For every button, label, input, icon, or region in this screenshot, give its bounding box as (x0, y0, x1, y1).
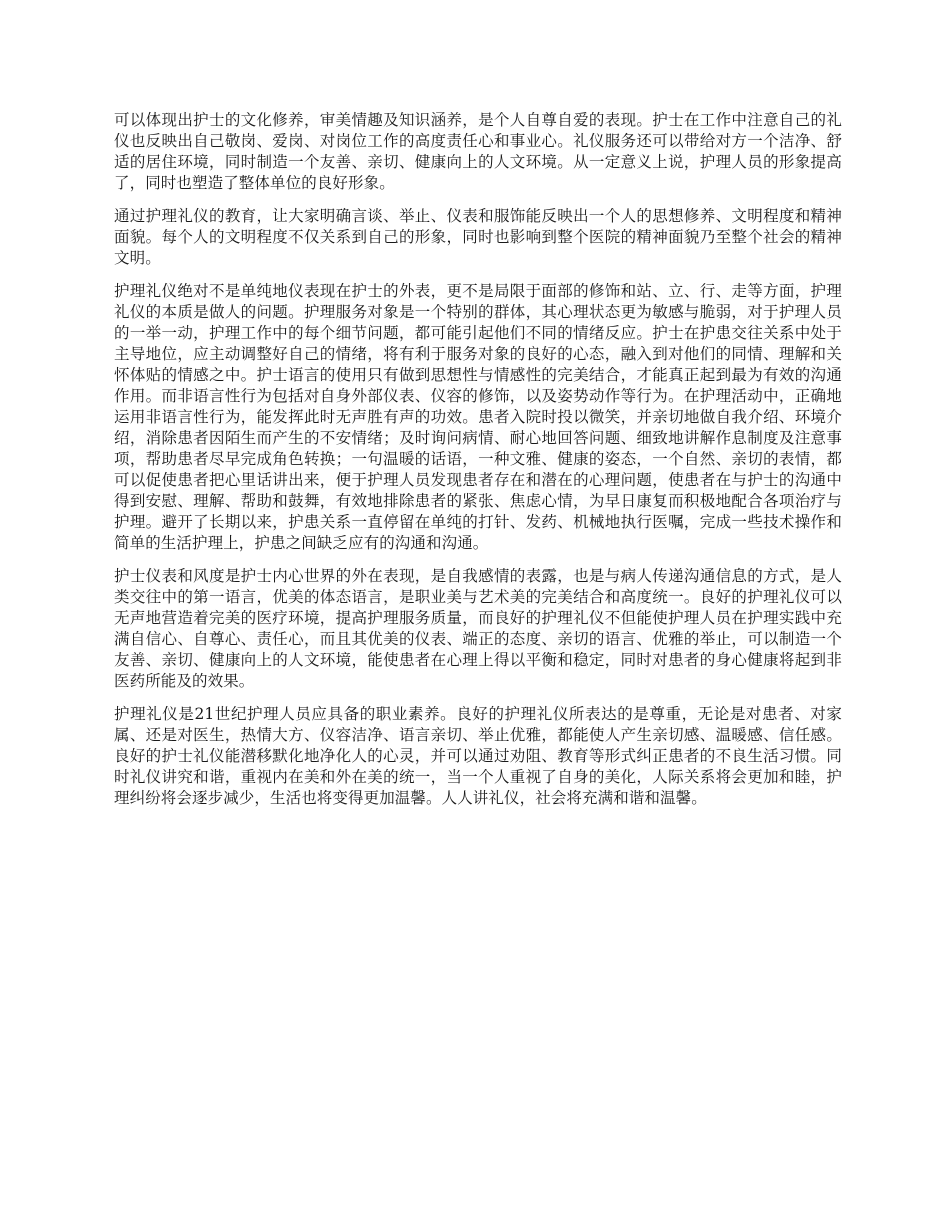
paragraph-5: 护理礼仪是21世纪护理人员应具备的职业素养。良好的护理礼仪所表达的是尊重，无论是对患者、对家属、还是对医生，热情大方、仪容洁净、语言亲切、举止优雅，都能使人产生亲切感、温暖感、信任感。良好的护士礼仪能潜移默化地净化人的心灵，并可以通过劝阻、教育等形式纠正患者的不良生活习惯。同时礼仪讲究和谐，重视内在美和外在美的统一，当一个人重视了自身的美化，人际关系将会更加和睦，护理纠纷将会逐步减少，生活也将变得更加温馨。人人讲礼仪，社会将充满和谐和温馨。 (114, 705, 842, 807)
paragraph-4: 护士仪表和风度是护士内心世界的外在表现，是自我感情的表露，也是与病人传递沟通信息的方式，是人类交往中的第一语言，优美的体态语言，是职业美与艺术美的完美结合和高度统一。良好的护理礼仪可以无声地营造着完美的医疗环境，提高护理服务质量，而良好的护理礼仪不但能使护理人员在护理实践中充满自信心、自尊心、责任心，而且其优美的仪表、端正的态度、亲切的语言、优雅的举止，可以制造一个友善、亲切、健康向上的人文环境，能使患者在心理上得以平衡和稳定，同时对患者的身心健康将起到非医药所能及的效果。 (114, 567, 842, 690)
paragraph-1: 可以体现出护士的文化修养，审美情趣及知识涵养，是个人自尊自爱的表现。护士在工作中注意自己的礼仪也反映出自己敬岗、爱岗、对岗位工作的高度责任心和事业心。礼仪服务还可以带给对方一个洁净、舒适的居住环境，同时制造一个友善、亲切、健康向上的人文环境。从一定意义上说，护理人员的形象提高了，同时也塑造了整体单位的良好形象。 (114, 111, 842, 192)
paragraph-3: 护理礼仪绝对不是单纯地仪表现在护士的外表，更不是局限于面部的修饰和站、立、行、走等方面，护理礼仪的本质是做人的问题。护理服务对象是一个特别的群体，其心理状态更为敏感与脆弱，对于护理人员的一举一动，护理工作中的每个细节问题，都可能引起他们不同的情绪反应。护士在护患交往关系中处于主导地位，应主动调整好自己的情绪，将有利于服务对象的良好的心态，融入到对他们的同情、理解和关怀体贴的情感之中。护士语言的使用只有做到思想性与情感性的完美结合，才能真正起到最为有效的沟通作用。而非语言性行为包括对自身外部仪表、仪容的修饰，以及姿势动作等行为。在护理活动中，正确地运用非语言性行为，能发挥此时无声胜有声的功效。患者入院时投以微笑，并亲切地做自我介绍、环境介绍，消除患者因陌生而产生的不安情绪；及时询问病情、耐心地回答问题、细致地讲解作息制度及注意事项，帮助患者尽早完成角色转换；一句温暖的话语，一种文雅、健康的姿态，一个自然、亲切的表情，都可以促使患者把心里话讲出来，便于护理人员发现患者存在和潜在的心理问题，使患者在与护士的沟通中得到安慰、理解、帮助和鼓舞，有效地排除患者的紧张、焦虑心情，为早日康复而积极地配合各项治疗与护理。避开了长期以来，护患关系一直停留在单纯的打针、发药、机械地执行医嘱，完成一些技术操作和简单的生活护理上，护患之间缺乏应有的沟通和沟通。 (114, 282, 842, 552)
paragraph-2: 通过护理礼仪的教育，让大家明确言谈、举止、仪表和服饰能反映出一个人的思想修养、文明程度和精神面貌。每个人的文明程度不仅关系到自己的形象，同时也影响到整个医院的精神面貌乃至整个社会的精神文明。 (114, 207, 842, 267)
document-body (114, 110, 842, 821)
